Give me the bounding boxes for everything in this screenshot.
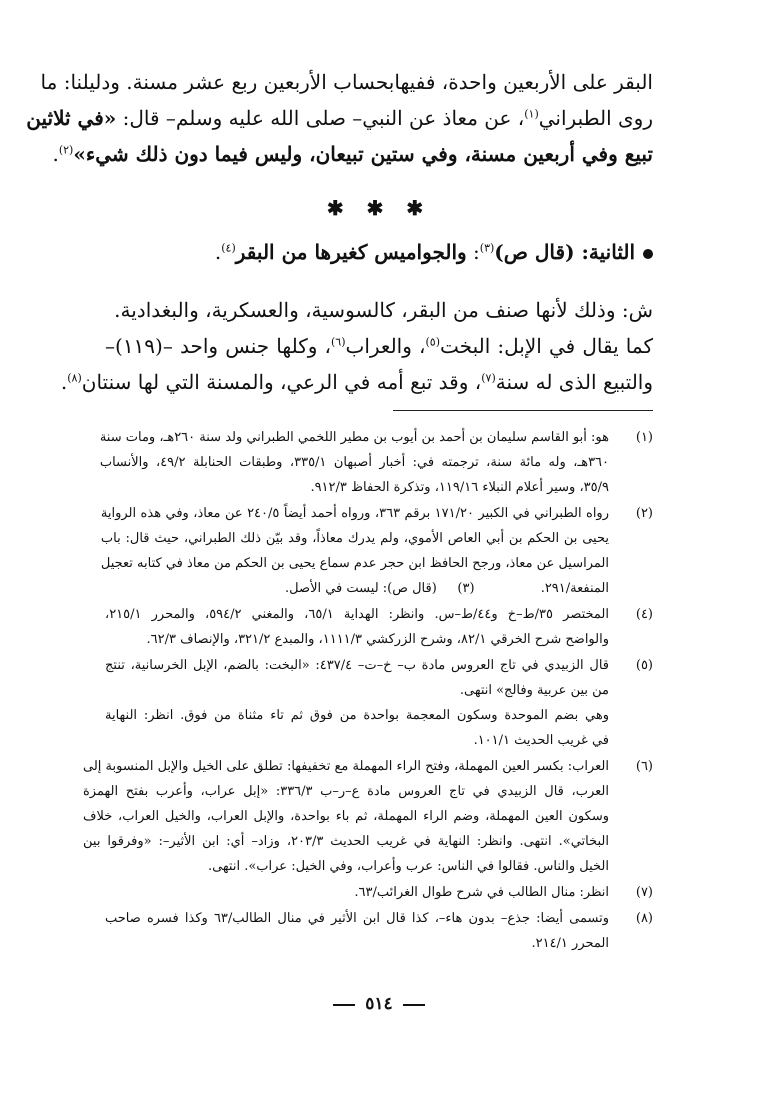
footnote-ref[interactable]: (٣): [479, 241, 495, 255]
commentary-text: [60, 292, 653, 400]
footnote-line: المراسيل عن معاذ، ورجح الحافظ ابن حجر عدم سماع يحيى بن الحكم من معاذ في كتابه تعجيل: [100, 556, 609, 571]
footnote-line: وهي بضم الموحدة وسكون المعجمة بواحدة من فوق ثم تاء مثناة من فوق. انظر: النهاية: [105, 708, 609, 723]
footnote-line: في غريب الحديث ١٠١/١.: [473, 733, 609, 748]
body-line: كما يقال في الإبل: البخت$^{(٥)}$، والعراب$^{(٦)}$، وكلها جنس واحد –(١١٩)–: [105, 334, 653, 358]
footnote-divider: [393, 410, 653, 411]
footnote-ref[interactable]: (٨): [67, 371, 82, 385]
footnote-number: (٨): [635, 911, 653, 926]
footnotes: [83, 425, 653, 956]
section-separator: ✱ ✱ ✱: [326, 196, 432, 220]
footnote-number: (٥): [635, 658, 653, 673]
hadith-quote: «في ثلاثين: [26, 106, 117, 130]
footnote-line: العرب، قال الزبيدي في تاج العروس مادة ع–ر–ب ٣٣٦/٣: «إبل عراب، وأعرب بفتح الهمزة: [83, 784, 609, 799]
footnote: [100, 501, 653, 601]
footnote-line: وتسمى أيضا: جذع– بدون هاء–، كذا قال ابن الأثير في منال الطالب/٦٣ وكذا فسره صاحب: [105, 911, 609, 926]
footnote-line: من بين عربية وفالج» انتهى.: [459, 683, 609, 698]
footnote-line: ٣٦٠هـ، وله مائة سنة، ترجمته في: أخبار أصبهان ٣٣٥/١، وطبقات الحنابلة ٤٩/٢، والأنساب: [99, 455, 610, 470]
section-heading: الثانية: (قال ص)$^{(٣)}$: والجواميس كغيرها من البقر$^{(٤)}$.: [105, 234, 653, 270]
footnote-ref[interactable]: (٥): [425, 335, 441, 349]
footnote-line: رواه الطبراني في الكبير ١٧١/٢٠ برقم ٣٦٣، ورواه أحمد أيضاً ٢٤٠/٥ عن معاذ، وفي هذه الرواية: [100, 506, 609, 521]
footnote-number: (١): [635, 430, 653, 445]
footnote-number: (٧): [635, 885, 653, 900]
footnote-line: المنفعة/٢٩١. (٣) (قال ص): ليست في الأصل.: [285, 581, 609, 596]
footnote: [83, 754, 653, 879]
footnote-line: يحيى بن الحكم بن أبي العاص الأموي، ولم يدرك معاذاً، وقد بيّن ذلك الطبراني، حيث قال: باب: [100, 531, 609, 546]
footnote: [105, 906, 653, 956]
body-line: البقر على الأربعين واحدة، ففيهابحساب الأربعين ربع عشر مسنة. ودليلنا: ما: [40, 70, 653, 94]
footnote-line: قال الزبيدي في تاج العروس مادة ب– خ–ت– ٤٣٧/٤: «البخت: بالضم، الإبل الخرسانية، تنتج: [105, 658, 610, 673]
footnote-line: المختصر ٣٥/ط–خ و٤٤/ط–س. وانظر: الهداية ٦٥/١، والمغني ٥٩٤/٢، والمحرر ٢١٥/١،: [105, 607, 610, 622]
footnote-line: هو: أبو القاسم سليمان بن أحمد بن أيوب بن مطير اللخمي الطبراني ولد سنة ٢٦٠هـ، ومات سنة: [99, 430, 609, 445]
footnote-line: البخاتي». انتهى. وانظر: النهاية في غريب الحديث ٢٠٣/٣، وزاد– أي: ابن الأثير–: «وفرقوا بين: [83, 834, 609, 849]
document-page: [26, 64, 653, 1074]
footnote: [99, 425, 653, 500]
footnote-line: ٣٥/٩، وسير أعلام النبلاء ١١٩/١٦، وتذكرة الحفاظ ٩١٢/٣.: [310, 480, 609, 495]
body-line: تبيع وفي أربعين مسنة، وفي ستين تبيعان، وليس فيما دون ذلك شيء»$^{(٢)}$.: [52, 142, 653, 166]
footnote-number: (٤): [635, 607, 653, 622]
hadith-quote: تبيع وفي أربعين مسنة، وفي ستين تبيعان، وليس فيما دون ذلك شيء»: [73, 142, 653, 166]
bullet-icon: [643, 249, 653, 259]
footnote-ref[interactable]: (٦): [331, 335, 346, 349]
body-line: والتبيع الذى له سنة$^{(٧)}$، وقد تبع أمه في الرعي، والمسنة التي لها سنتان$^{(٨)}$.: [60, 370, 653, 394]
footnote: [105, 602, 653, 652]
footnote: [105, 653, 653, 753]
body-line: روى الطبراني$^{(١)}$، عن معاذ عن النبي– صلى الله عليه وسلم– قال: «في ثلاثين: [26, 106, 653, 130]
footnote-ref[interactable]: (٤): [221, 241, 236, 255]
body-line: ش: وذلك لأنها صنف من البقر، كالسوسية، والعسكرية، والبغدادية.: [114, 298, 653, 322]
footnote-line: والواضح شرح الخرقي ٨٢/١، وشرح الزركشي ١١١١/٣، والمبدع ٣٢١/٢، والإنصاف ٦٢/٣.: [146, 632, 609, 647]
footnote-line: العراب: بكسر العين المهملة، وفتح الراء المهملة مع تخفيفها: تطلق على الخيل والإبل المنسوبة إلى: [83, 759, 609, 774]
footnote-line: انظر: منال الطالب في شرح طوال الغرائب/٦٣.: [354, 885, 609, 900]
footnote-ref[interactable]: (١): [524, 107, 539, 121]
footnote-number: (٦): [635, 759, 653, 774]
footnote: [105, 880, 653, 905]
footnote-line: وسكون العين المهملة، وضم الراء المهملة، ثم باء بواحدة، والإبل العراب، والخيل العراب، خلاف: [83, 809, 609, 824]
footnote-ref[interactable]: (٧): [481, 371, 496, 385]
footnote-number: (٢): [635, 506, 653, 521]
page-number: ٥١٤: [105, 994, 653, 1014]
main-text: [26, 64, 653, 172]
footnote-line: الخيل والناس. فقالوا في الناس: عرب وأعراب، وفي الخيل: عراب». انتهى.: [207, 859, 609, 874]
footnote-line: المحرر ٢١٤/١.: [531, 936, 609, 951]
footnote-ref[interactable]: (٢): [58, 143, 74, 157]
